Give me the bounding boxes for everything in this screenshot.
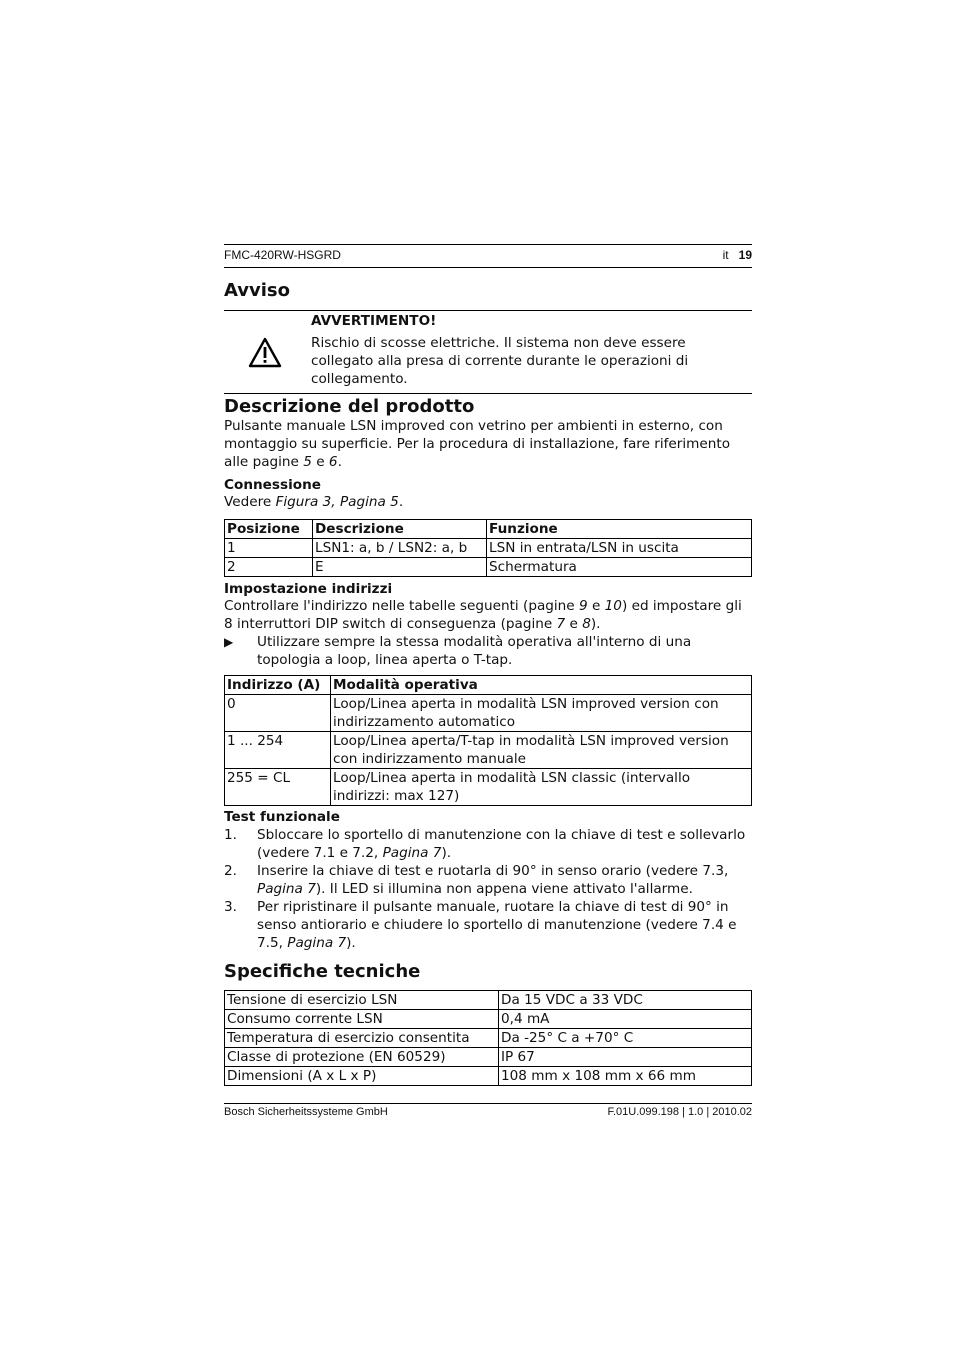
descrizione-line-2: montaggio su superficie. Per la procedura di installazione, fare riferimento [224,436,731,452]
language-code: it [722,248,729,262]
table-cell: LSN1: a, b / LSN2: a, b [313,539,487,558]
table-cell: 2 [225,558,313,577]
warning-line-3: collegamento. [311,371,408,387]
triangle-bullet-icon: ▶ [224,635,234,649]
col-posizione: Posizione [225,520,313,539]
table-cell: Classe di protezione (EN 60529) [225,1048,499,1067]
col-descrizione: Descrizione [313,520,487,539]
table-row [225,539,752,558]
table-cell: 1 ... 254 [225,732,331,769]
table-cell: Loop/Linea aperta in modalità LSN classic (intervallo indirizzi: max 127) [331,769,752,806]
test-heading: Test funzionale [224,809,340,825]
specifiche-heading: Specifiche tecniche [224,961,421,982]
indirizzi-body [224,597,754,669]
table-cell: Tensione di esercizio LSN [225,991,499,1010]
list-item: ▶ Utilizzare sempre la stessa modalità operativa all'interno di una topologia a loop, linea aperta o T-tap. [224,634,692,668]
table-cell: Loop/Linea aperta/T-tap in modalità LSN improved version con indirizzamento manuale [331,732,752,769]
indirizzi-table [224,675,752,806]
table-cell: Da 15 VDC a 33 VDC [499,991,752,1010]
connessione-heading: Connessione [224,477,321,493]
footer-company: Bosch Sicherheitssysteme GmbH [224,1106,388,1118]
table-cell: Da -25° C a +70° C [499,1029,752,1048]
connessione-table [224,519,752,577]
list-item: 3. Per ripristinare il pulsante manuale, ruotare la chiave di test di 90° in senso antiorario e chiudere lo sportello di manutenzione (vedere 7.4 e 7.5, Pagina 7). [224,899,737,951]
descrizione-line-3: alle pagine 5 e 6. [224,454,342,470]
indirizzi-bullets [224,633,754,669]
warning-line-2: collegato alla presa di corrente durante le operazioni di [311,353,689,369]
table-cell: Temperatura di esercizio consentita [225,1029,499,1048]
page-number: 19 [738,248,752,262]
list-item: 2. Inserire la chiave di test e ruotarla di 90° in senso orario (vedere 7.3, Pagina 7). Il LED si illumina non appena viene attivato l'allarme. [224,863,729,897]
page-footer [224,1103,752,1118]
footer-docref: F.01U.099.198 | 1.0 | 2010.02 [607,1106,752,1118]
table-cell: IP 67 [499,1048,752,1067]
table-row [225,732,752,769]
specifiche-table [224,990,752,1086]
table-cell: Schermatura [487,558,752,577]
table-cell: Dimensioni (A x L x P) [225,1067,499,1086]
list-item: 1. Sbloccare lo sportello di manutenzione con la chiave di test e sollevarlo (vedere 7.1 e 7.2, Pagina 7). [224,827,746,861]
descrizione-heading: Descrizione del prodotto [224,396,475,417]
table-cell: 108 mm x 108 mm x 66 mm [499,1067,752,1086]
table-row [225,1067,752,1086]
page-indicator [723,248,752,262]
table-header-row [225,520,752,539]
table-row [225,1010,752,1029]
warning-triangle-icon [248,337,282,369]
table-cell: 1 [225,539,313,558]
indirizzi-heading: Impostazione indirizzi [224,581,393,597]
table-cell: Consumo corrente LSN [225,1010,499,1029]
col-indirizzo: Indirizzo (A) [225,676,331,695]
table-row [225,1048,752,1067]
table-row [225,991,752,1010]
table-cell: 255 = CL [225,769,331,806]
test-steps [224,826,754,952]
model-name: FMC-420RW-HSGRD [224,248,341,262]
table-cell: 0,4 mA [499,1010,752,1029]
table-row [225,695,752,732]
descrizione-body [224,417,754,471]
table-cell: LSN in entrata/LSN in uscita [487,539,752,558]
table-cell: 0 [225,695,331,732]
table-header-row [225,676,752,695]
warning-line-1: Rischio di scosse elettriche. Il sistema non deve essere [311,335,686,351]
indirizzi-line-1: Controllare l'indirizzo nelle tabelle seguenti (pagine 9 e 10) ed impostare gli [224,598,742,614]
warning-title: AVVERTIMENTO! [311,313,437,329]
col-modalita: Modalità operativa [331,676,752,695]
table-row [225,558,752,577]
table-cell: Loop/Linea aperta in modalità LSN improved version con indirizzamento automatico [331,695,752,732]
indirizzi-line-2: 8 interruttori DIP switch di conseguenza (pagine 7 e 8). [224,616,601,632]
avviso-heading: Avviso [224,280,291,301]
table-row [225,769,752,806]
warning-box [224,310,752,394]
col-funzione: Funzione [487,520,752,539]
table-row [225,1029,752,1048]
page-header [224,244,752,268]
descrizione-line-1: Pulsante manuale LSN improved con vetrino per ambienti in esterno, con [224,418,723,434]
connessione-ref: Vedere Figura 3, Pagina 5. [224,494,404,510]
table-cell: E [313,558,487,577]
